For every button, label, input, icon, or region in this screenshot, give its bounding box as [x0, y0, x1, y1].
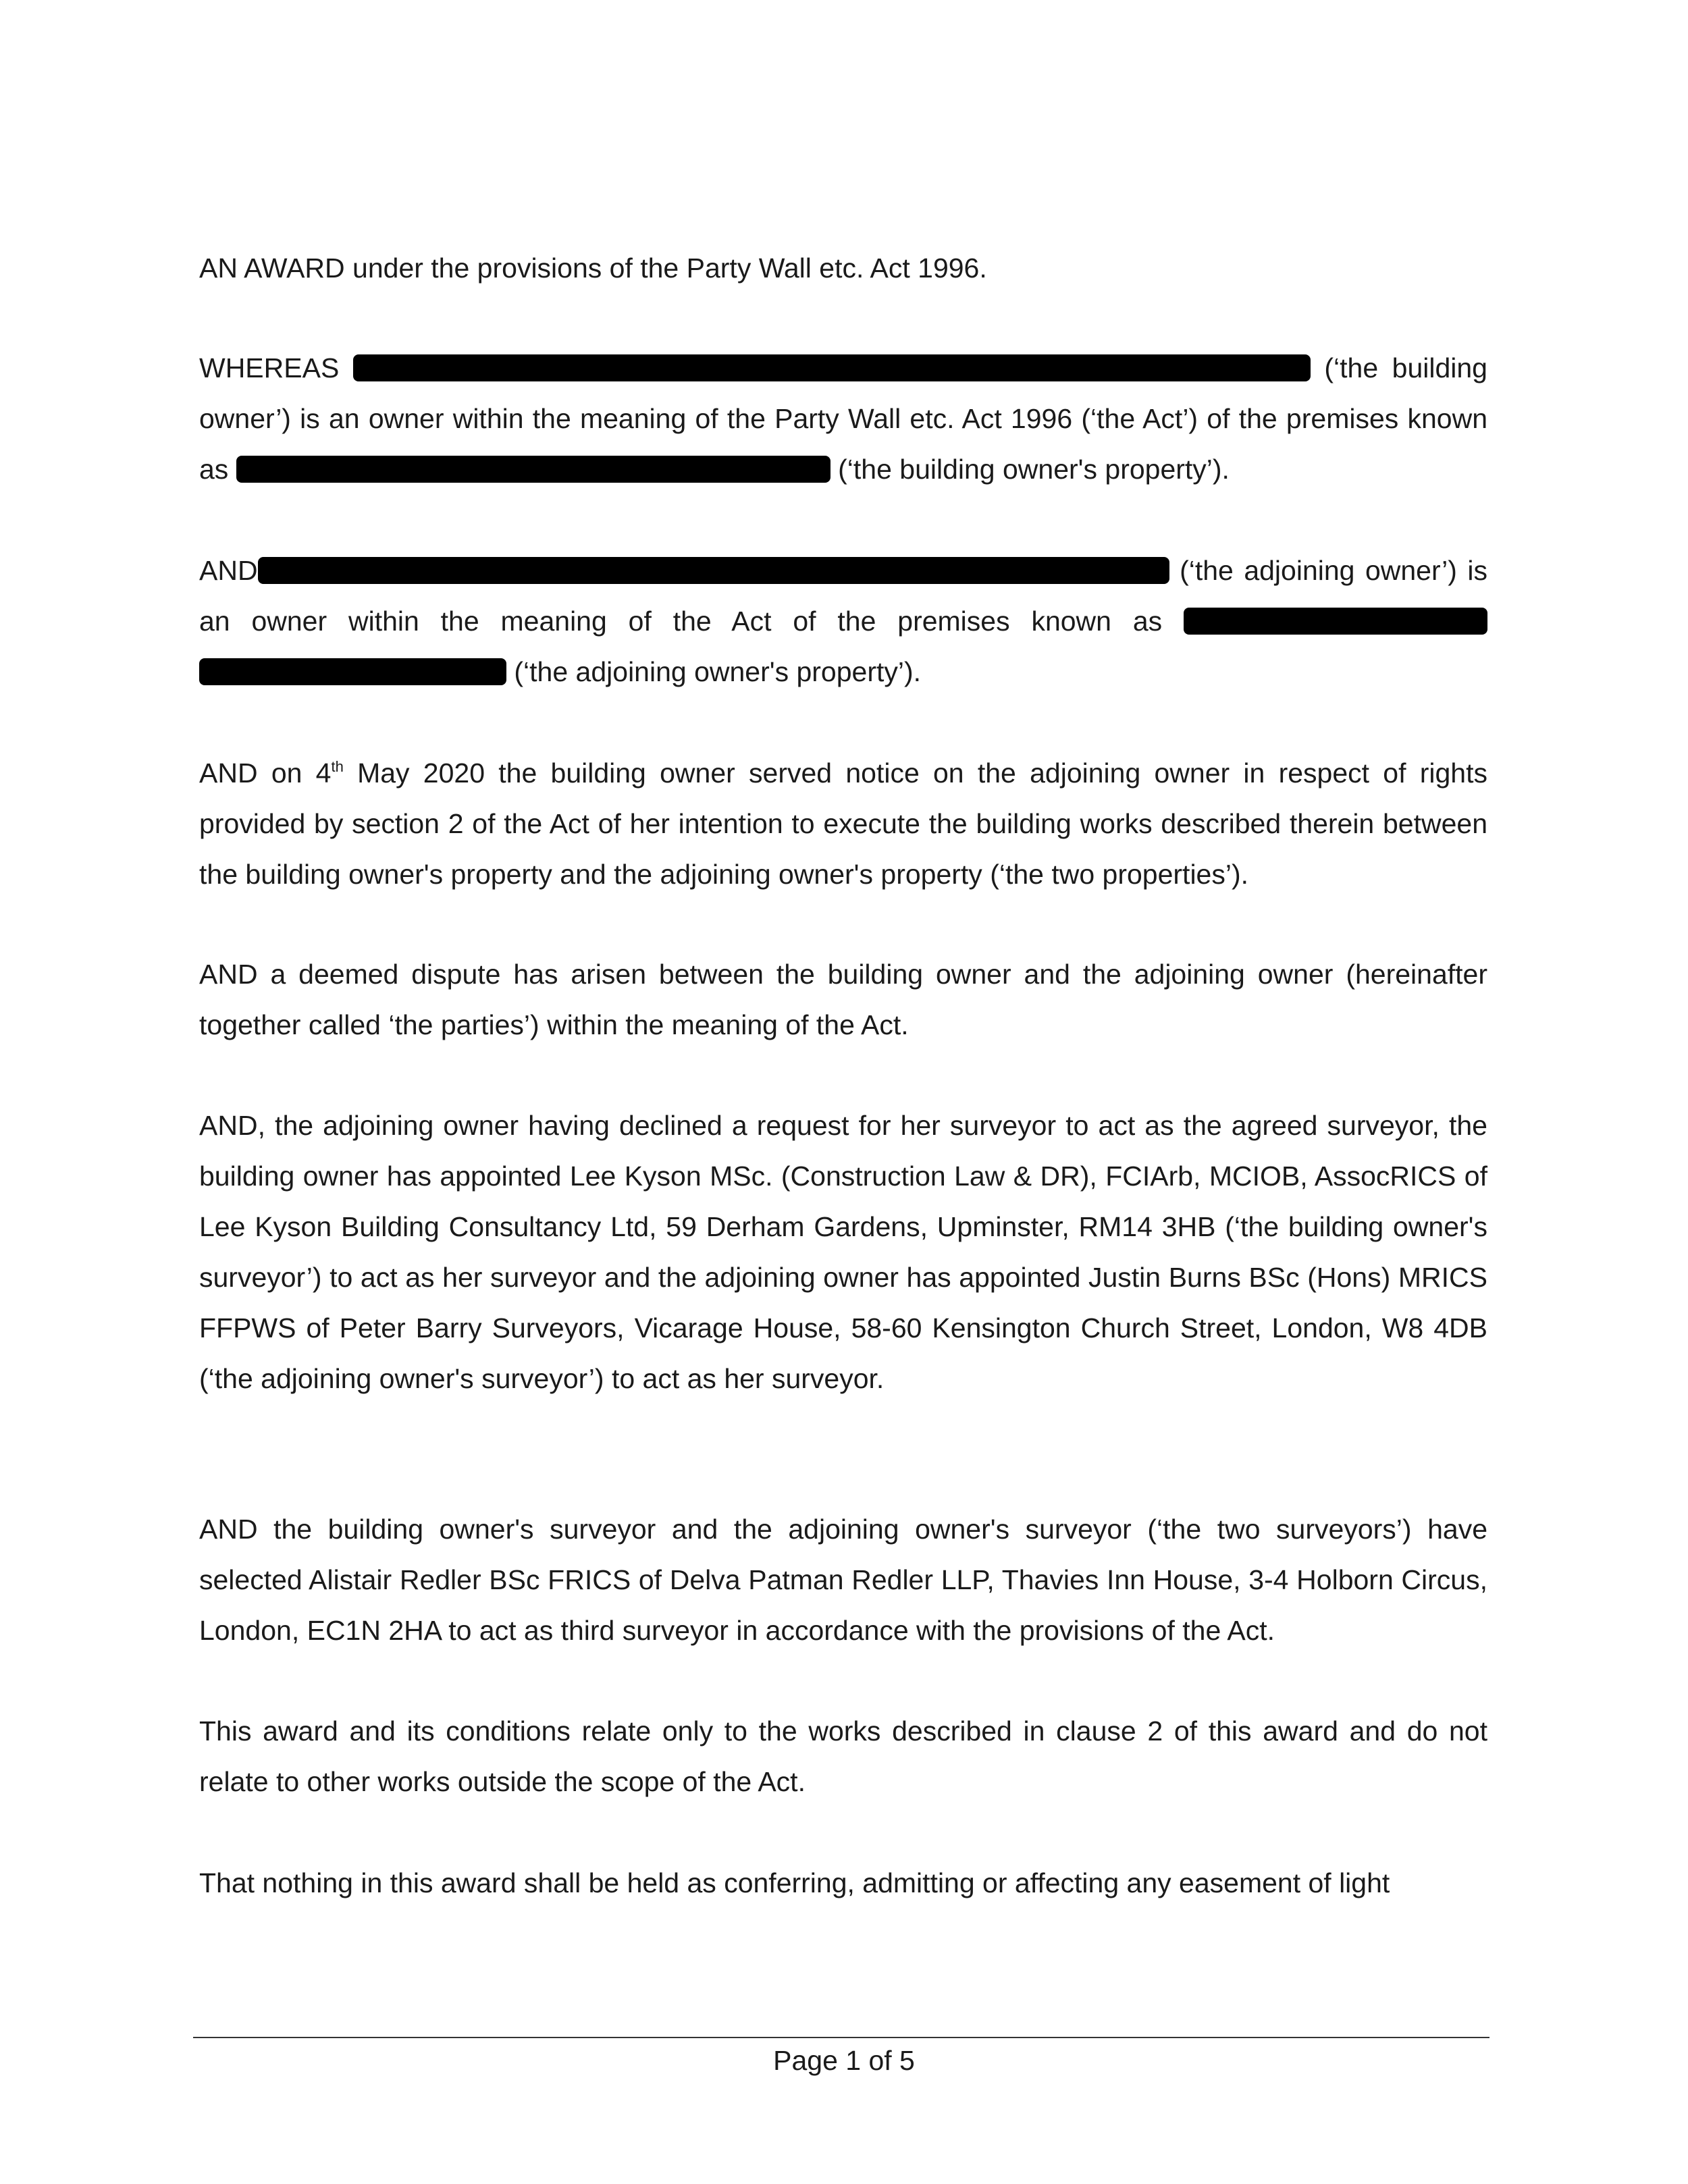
- page-number: Page 1 of 5: [773, 2045, 915, 2076]
- appointment-paragraph: AND, the adjoining owner having declined a request for her surveyor to act as the agreed surveyor, the building owner has appointed Lee Kyson MSc. (Construction Law & DR), FCIArb, MCIOB, AssocRICS of Lee Kyson Building Consultancy Ltd, 59 Derham Gardens, Upminster, RM14 3HB (‘the building owner's surveyor’) to act as her surveyor and the adjoining owner has appointed Justin Burns BSc (Hons) MRICS FFPWS of Peter Barry Surveyors, Vicarage House, 58-60 Kensington Church Street, London, W8 4DB (‘the adjoining owner's surveyor’) to act as her surveyor.: [199, 1110, 1487, 1394]
- footer-divider: [193, 2037, 1489, 2038]
- whereas-lead: WHEREAS: [199, 352, 340, 383]
- scope-paragraph: This award and its conditions relate only to the works described in clause 2 of this award and do not relate to other works outside the scope of the Act.: [199, 1715, 1487, 1797]
- notice-text: May 2020 the building owner served notice on the adjoining owner in respect of rights provided by section 2 of the Act of her intention to execute the building works described therein between the building owner's property and the adjoining owner's property (‘the two properties’).: [199, 757, 1487, 890]
- whereas-paragraph: [199, 343, 1487, 495]
- redacted-adjoining-owner-address-continued: [199, 658, 506, 685]
- notice-date-ordinal: th: [331, 758, 344, 775]
- redacted-adjoining-owner-name: [258, 557, 1169, 584]
- whereas-property-clause: (‘the building owner's property’).: [838, 454, 1230, 485]
- redacted-adjoining-owner-address-part: [1184, 608, 1487, 635]
- adjoining-lead: AND: [199, 555, 258, 586]
- adjoining-owner-paragraph: [199, 545, 1487, 697]
- notice-date-prefix: AND on 4: [199, 757, 332, 789]
- redacted-building-owner-address: [236, 456, 830, 483]
- redacted-building-owner-name: [353, 354, 1311, 381]
- adjoining-property-clause: (‘the adjoining owner's property’).: [514, 656, 922, 687]
- dispute-paragraph: AND a deemed dispute has arisen between the building owner and the adjoining owner (hereinafter together called ‘the parties’) within the meaning of the Act.: [199, 959, 1487, 1040]
- easement-paragraph: That nothing in this award shall be held as conferring, admitting or affecting any easement of light: [199, 1867, 1390, 1898]
- award-heading: AN AWARD under the provisions of the Party Wall etc. Act 1996.: [199, 252, 987, 284]
- third-surveyor-paragraph: AND the building owner's surveyor and the adjoining owner's surveyor (‘the two surveyors’) have selected Alistair Redler BSc FRICS of Delva Patman Redler LLP, Thavies Inn House, 3-4 Holborn Circus, London, EC1N 2HA to act as third surveyor in accordance with the provisions of the Act.: [199, 1514, 1487, 1646]
- whereas-owner-clause: (‘the building owner’) is an owner within the meaning of the Party Wall etc. Act 1996 (‘the Act’) of the premises known as: [199, 352, 1487, 485]
- adjoining-owner-clause: (‘the adjoining owner’) is an owner within the meaning of the Act of the premises known as: [199, 555, 1487, 637]
- notice-paragraph: [199, 748, 1487, 900]
